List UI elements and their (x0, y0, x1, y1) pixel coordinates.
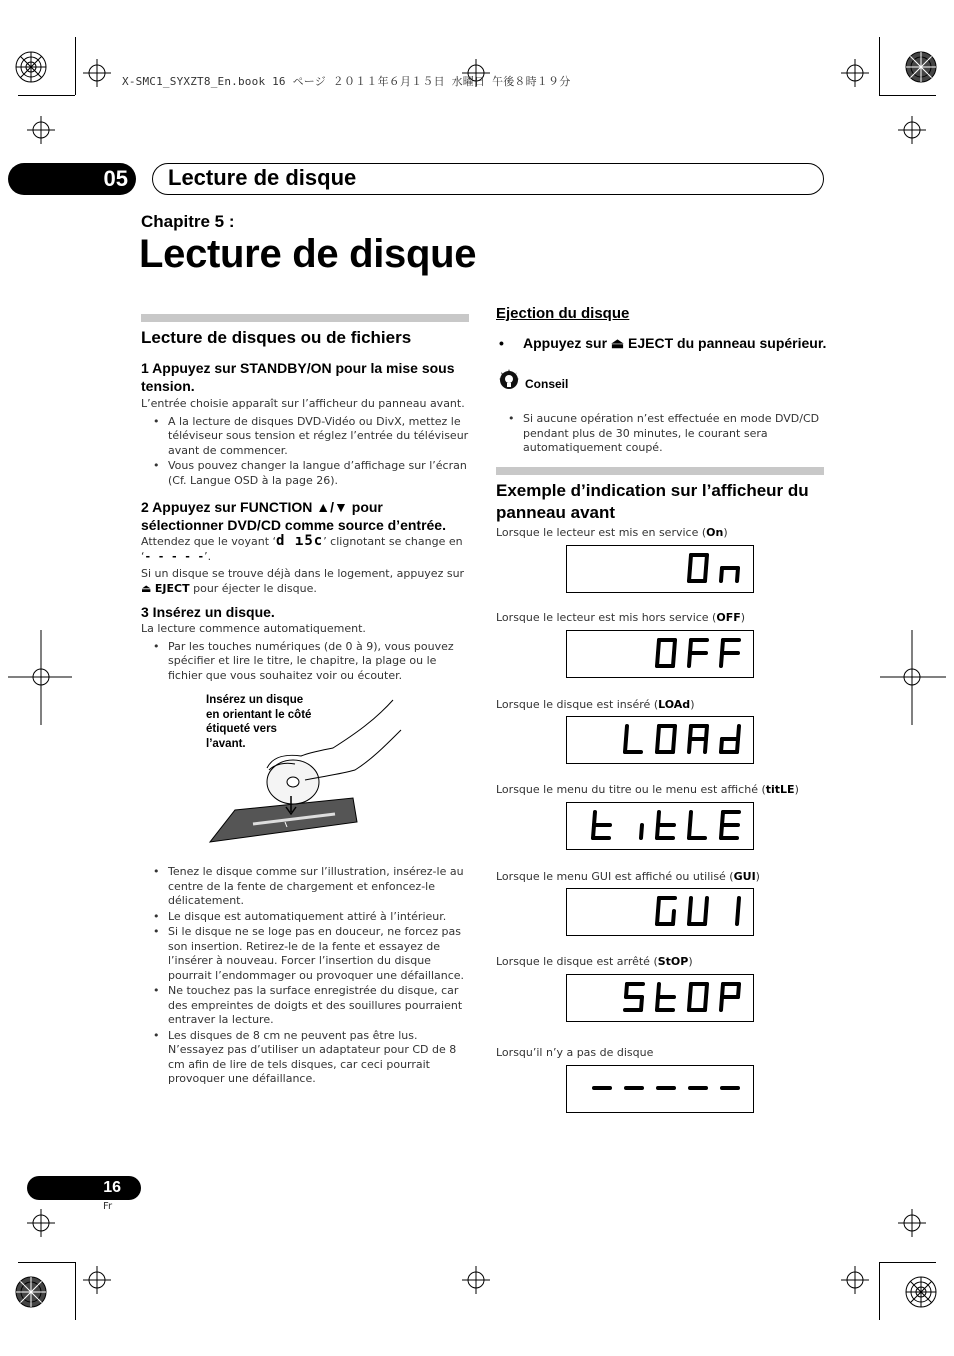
starburst-icon (906, 1277, 936, 1307)
lcd-character (689, 984, 707, 1010)
text-span: Lorsque le lecteur est mis hors service ( (496, 611, 717, 624)
lcd-readout (567, 803, 752, 848)
text-span: Attendez que le voyant ‘ (141, 535, 277, 548)
step-2 (141, 498, 469, 596)
lcd-segment (626, 726, 627, 739)
disc-insertion-illustration (205, 690, 465, 850)
lcd-character (737, 898, 739, 924)
eject-instruction (496, 335, 853, 352)
lcd-character (641, 825, 642, 838)
lcd-readout (567, 1066, 752, 1111)
lcd-character (657, 812, 674, 838)
display-panel (566, 1065, 754, 1113)
lcd-character (689, 640, 707, 666)
lcd-segment (690, 898, 691, 911)
tip-lightbulb-icon (497, 369, 521, 391)
text-span: ’. (204, 549, 212, 563)
lcd-character (689, 555, 707, 581)
display-caption (496, 870, 760, 883)
display-code: LOAd (658, 698, 691, 711)
lcd-segment (690, 812, 691, 825)
display-caption (496, 611, 745, 624)
text-span: ) (723, 526, 728, 539)
lcd-segment (690, 984, 691, 997)
display-caption (496, 783, 799, 796)
disc-display-glyph: d ı5c (276, 533, 324, 549)
list-item: • Si le disque ne se loge pas en douceur, ne forcez pas son insertion. Retirez-le de la fente et essayez de l’insérer à nouveau. Forcer l’insertion du disque pourrait l’endommager ou provoquer une défaillance. (141, 925, 469, 983)
lcd-segment (658, 726, 659, 739)
lcd-readout (567, 631, 752, 676)
starburst-icon (16, 52, 46, 82)
language-code: Fr (103, 1201, 113, 1212)
section-title: Lecture de disques ou de fichiers (141, 328, 412, 347)
list-item: • Par les touches numériques (de 0 à 9), vous pouvez spécifier et lire le titre, le chapitre, la plage ou le fichier que vous souhaitez voir ou écouter. (141, 640, 469, 684)
display-code: OFF (716, 611, 741, 624)
lcd-segment (658, 898, 659, 911)
display-panel (566, 802, 754, 850)
eject-label: EJECT (154, 581, 190, 595)
display-panel (566, 974, 754, 1022)
display-code: titLE (765, 783, 795, 796)
lcd-character (657, 640, 675, 666)
list-item: • Le disque est automatiquement attiré à l’intérieur. (141, 910, 469, 925)
text-span: ) (755, 870, 760, 883)
display-panel (566, 630, 754, 678)
print-header: X-SMC1_SYXZT8_En.book 16 ページ ２０１１年６月１５日 水曜日 午後８時１９分 (122, 75, 571, 88)
text-span: Lorsque le disque est inséré ( (496, 698, 659, 711)
lcd-segment (641, 825, 642, 838)
chapter-number-tab: 05 (8, 163, 136, 195)
display-caption (496, 698, 694, 711)
page-number: 16 (27, 1176, 141, 1200)
lcd-character (657, 984, 674, 1010)
starburst-icon (906, 52, 936, 82)
display-section-title: Exemple d’indication sur l’afficheur du panneau avant (496, 481, 809, 522)
lcd-readout (567, 546, 752, 591)
list-item: • Ne touchez pas la surface enregistrée du disque, car des empreintes de doigts et des souillures pourraient entraver la lecture. (141, 984, 469, 1028)
eject-icon: ⏏ (141, 581, 152, 595)
lcd-segment (737, 911, 738, 924)
text-span: Lorsqu’il n’y a pas de disque (496, 1046, 654, 1059)
step-1-text: L’entrée choisie apparaît sur l’afficheur du panneau avant. (141, 397, 465, 410)
section-rule (496, 467, 824, 475)
text-span: Lorsque le lecteur est mis en service ( (496, 526, 707, 539)
step-3-text: La lecture commence automatiquement. (141, 622, 366, 635)
list-item: • A la lecture de disques DVD-Vidéo ou DivX, mettez le téléviseur sous tension et réglez l’entrée du téléviseur avant de commencer. (141, 415, 469, 459)
section-rule (141, 314, 469, 322)
step-1 (141, 359, 469, 488)
bottom-bullets (141, 865, 469, 1087)
list-item: • Vous pouvez changer la langue d’affichage sur l’écran (Cf. Langue OSD à la page 26). (141, 459, 469, 488)
eject-icon: ⏏ (610, 335, 625, 351)
text-span: ) (740, 611, 746, 624)
list-item: • Les disques de 8 cm ne peuvent pas être lus. N’essayez pas d’utiliser un adaptateur pour CD de 8 cm afin de lire de tels disques, car ceci pourrait provoquer une défaillance. (141, 1029, 469, 1087)
lcd-character (721, 726, 739, 752)
lcd-readout (567, 975, 752, 1020)
list-item: • Tenez le disque comme sur l’illustration, insérez-le au centre de la fente de chargement et enfoncez-le délicatement. (141, 865, 469, 909)
text-span: EJECT du panneau supérieur. (624, 335, 827, 351)
display-code: StOP (657, 955, 689, 968)
step-3 (141, 603, 469, 683)
display-panel (566, 888, 754, 936)
lcd-character (721, 984, 739, 1010)
lcd-character (689, 898, 707, 924)
step-1-heading: 1 Appuyez sur STANDBY/ON pour la mise sous tension. (141, 360, 455, 394)
lcd-character (721, 640, 739, 666)
starburst-icon (16, 1277, 46, 1307)
display-caption (496, 1046, 653, 1059)
lcd-segment (658, 640, 659, 653)
text-span: Lorsque le menu du titre ou le menu est affiché ( (496, 783, 766, 796)
lcd-character (625, 984, 643, 1010)
eject-section-title: Ejection du disque (496, 305, 630, 322)
lcd-character (593, 812, 610, 838)
lcd-character (721, 568, 738, 581)
text-span: ) (688, 955, 693, 968)
lcd-character (689, 812, 705, 838)
lcd-readout (567, 717, 752, 762)
text-span: Si un disque se trouve déjà dans le logement, appuyez sur (141, 567, 465, 580)
step-2-text (141, 534, 469, 564)
display-caption (496, 526, 728, 539)
display-panel (566, 545, 754, 593)
step-3-heading: 3 Insérez un disque. (141, 604, 275, 620)
chapter-label: Chapitre 5 : (141, 212, 235, 231)
chapter-tab-title: Lecture de disque (168, 165, 357, 190)
lcd-readout (567, 889, 752, 934)
text-span: pour éjecter le disque. (189, 581, 317, 595)
lcd-character (657, 726, 675, 752)
lcd-character (657, 898, 675, 924)
lcd-character (625, 726, 641, 752)
text-span: Appuyez sur (523, 335, 611, 351)
step-2-eject-text (141, 567, 469, 596)
display-code: On (706, 526, 724, 539)
display-code: GUI (733, 870, 756, 883)
text-span: ’ clignotant se change en ‘ (141, 535, 463, 563)
text-span: ) (690, 698, 695, 711)
tip-label: Conseil (525, 377, 569, 391)
display-panel (566, 716, 754, 764)
text-span: Lorsque le disque est arrêté ( (496, 955, 658, 968)
lcd-character (689, 726, 707, 752)
lcd-segment (690, 555, 691, 568)
step-2-heading: 2 Appuyez sur FUNCTION ▲/▼ pour sélectionner DVD/CD comme source d’entrée. (141, 499, 446, 533)
text-span: Lorsque le menu GUI est affiché ou utilisé ( (496, 870, 734, 883)
text-span: ) (794, 783, 799, 796)
display-caption (496, 955, 693, 968)
dash-display-glyph: - - - - - (144, 549, 205, 563)
lcd-character (721, 812, 739, 838)
page-title: Lecture de disque (139, 232, 477, 276)
illustration-caption: Insérez un disque en orientant le côté étiqueté vers l’avant. (206, 694, 312, 750)
tip-text: • Si aucune opération n’est effectuée en mode DVD/CD pendant plus de 30 minutes, le courant sera automatiquement coupé. (496, 412, 851, 456)
